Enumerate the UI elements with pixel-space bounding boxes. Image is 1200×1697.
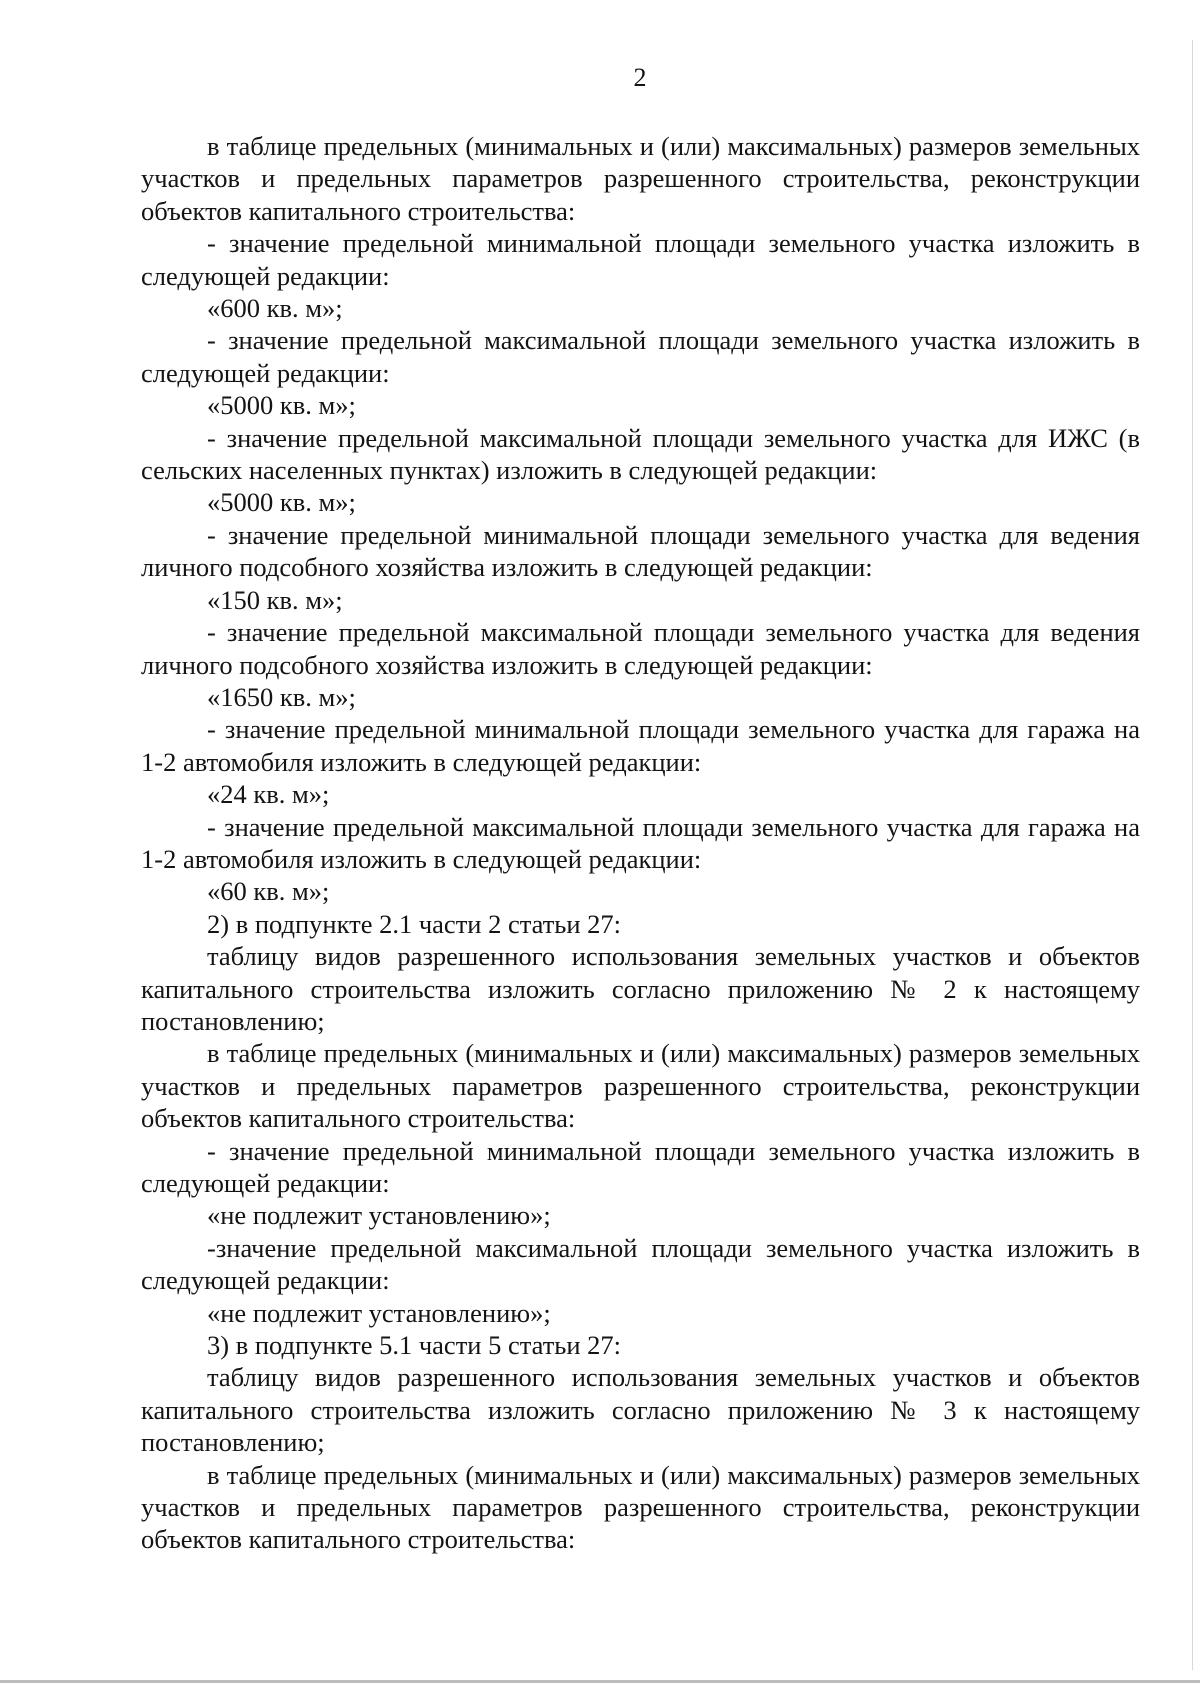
scan-right-edge-line <box>1192 40 1193 1670</box>
paragraph: в таблице предельных (минимальных и (или) максимальных) размеров земельных участков и предельных параметров разрешенного строительства, реконструкции объектов капитального строительства: <box>141 131 1140 226</box>
paragraph: таблицу видов разрешенного использования земельных участков и объектов капитального строительства изложить согласно приложению № 2 к настоящему постановлению; <box>141 941 1140 1036</box>
paragraph: «150 кв. м»; <box>207 584 343 615</box>
paragraph: «5000 кв. м»; <box>207 487 356 518</box>
paragraph: 2) в подпункте 2.1 части 2 статьи 27: <box>207 908 622 939</box>
paragraph: 3) в подпункте 5.1 части 5 статьи 27: <box>207 1330 622 1361</box>
paragraph: «не подлежит установлению»; <box>207 1200 551 1231</box>
scan-bottom-edge-line <box>0 1680 1200 1683</box>
paragraph: «5000 кв. м»; <box>207 390 356 421</box>
document-body <box>141 130 1140 1556</box>
paragraph: в таблице предельных (минимальных и (или) максимальных) размеров земельных участков и предельных параметров разрешенного строительства, реконструкции объектов капитального строительства: <box>141 1038 1140 1134</box>
paragraph: - значение предельной минимальной площади земельного участка для гаража на 1-2 автомобиля изложить в следующей редакции: <box>141 714 1140 777</box>
paragraph: «60 кв. м»; <box>207 876 330 907</box>
paragraph: «1650 кв. м»; <box>207 681 356 712</box>
paragraph: - значение предельной минимальной площади земельного участка для ведения личного подсобного хозяйства изложить в следующей редакции: <box>141 519 1140 583</box>
paragraph: «24 кв. м»; <box>207 779 330 810</box>
paragraph: «600 кв. м»; <box>207 293 343 324</box>
paragraph: таблицу видов разрешенного использования земельных участков и объектов капитального строительства изложить согласно приложению № 3 к настоящему постановлению; <box>141 1362 1140 1458</box>
paragraph: - значение предельной максимальной площади земельного участка для ведения личного подсобного хозяйства изложить в следующей редакции: <box>141 617 1140 680</box>
paragraph: - значение предельной максимальной площади земельного участка для ИЖС (в сельских населенных пунктах) изложить в следующей редакции: <box>141 422 1140 486</box>
paragraph: -значение предельной максимальной площади земельного участка изложить в следующей редакции: <box>141 1232 1140 1296</box>
paragraph: - значение предельной максимальной площади земельного участка изложить в следующей редакции: <box>141 325 1140 388</box>
paragraph: в таблице предельных (минимальных и (или) максимальных) размеров земельных участков и предельных параметров разрешенного строительства, реконструкции объектов капитального строительства: <box>141 1459 1140 1555</box>
paragraph: - значение предельной минимальной площади земельного участка изложить в следующей редакции: <box>141 228 1140 291</box>
paragraph: - значение предельной минимальной площади земельного участка изложить в следующей редакции: <box>141 1135 1140 1198</box>
page-number: 2 <box>633 63 647 92</box>
paragraph: «не подлежит установлению»; <box>207 1297 551 1328</box>
paragraph: - значение предельной максимальной площади земельного участка для гаража на 1-2 автомобиля изложить в следующей редакции: <box>141 811 1140 874</box>
